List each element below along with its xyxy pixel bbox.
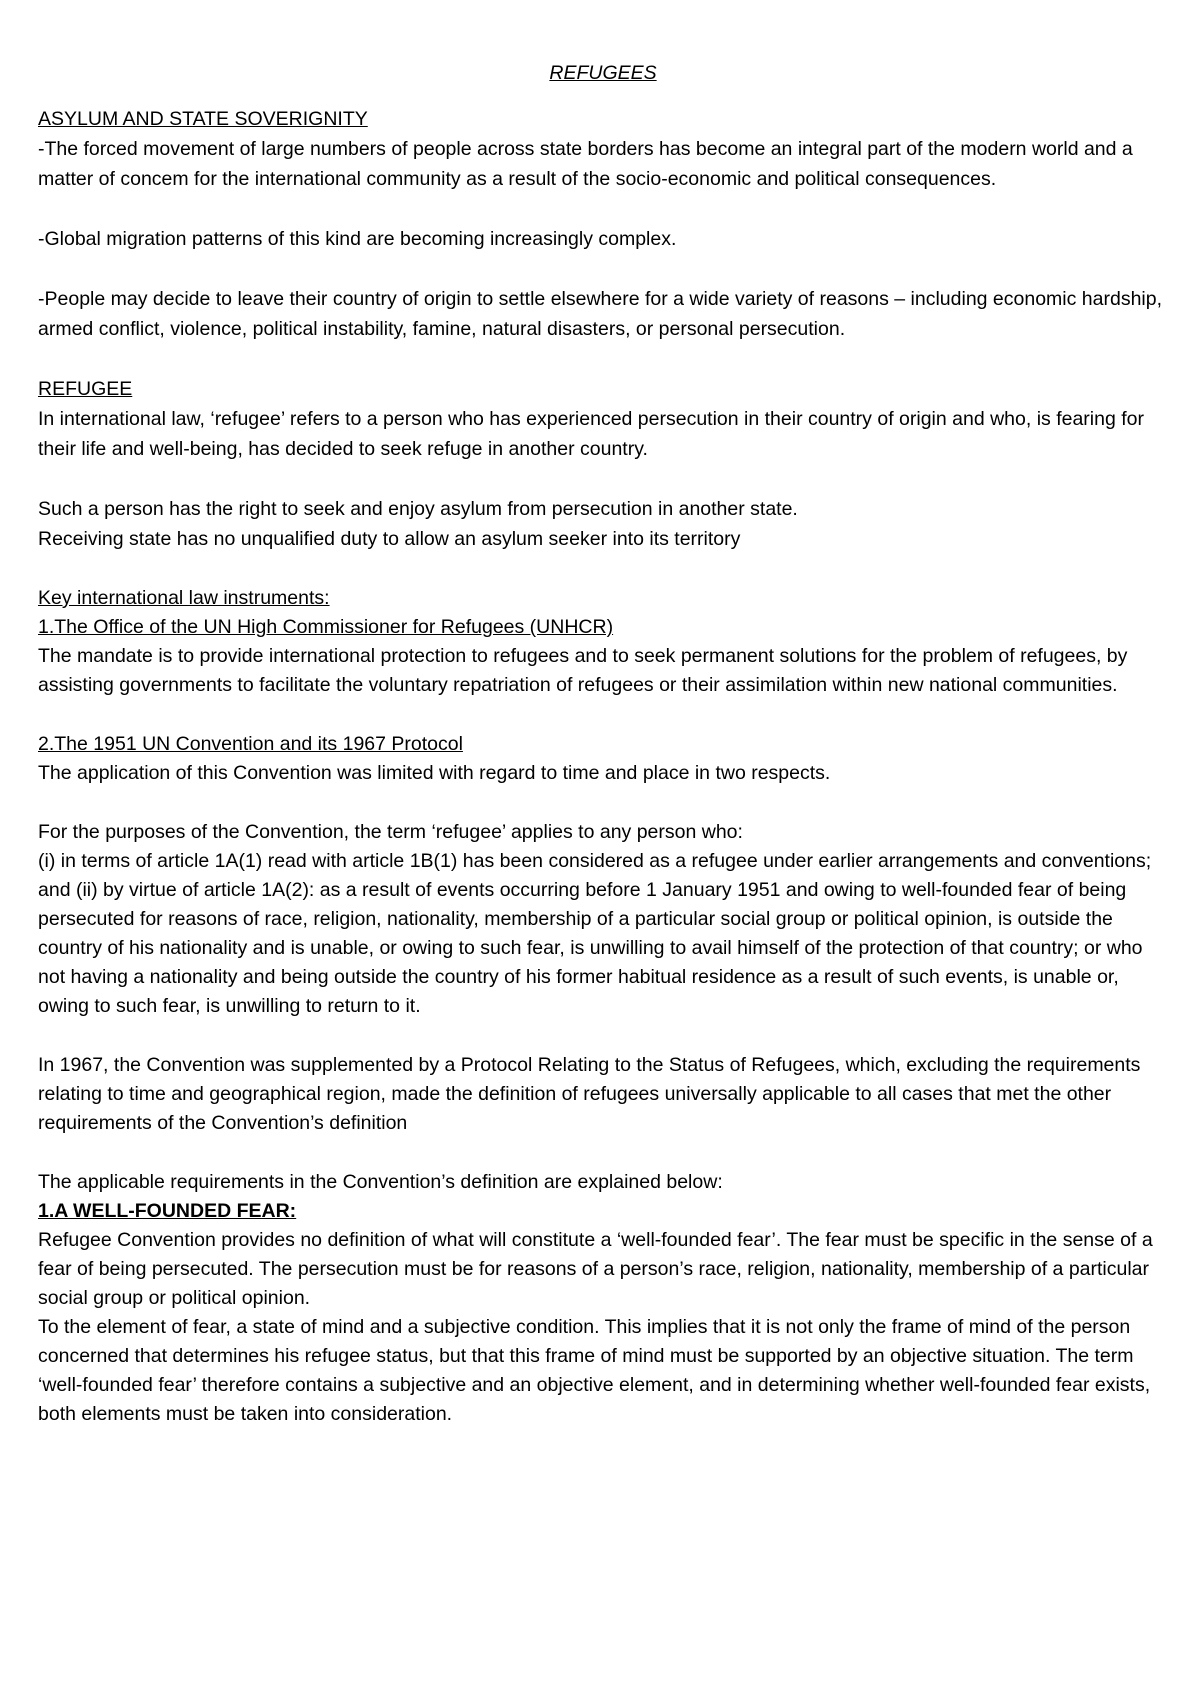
heading-instruments: Key international law instruments: — [38, 587, 330, 609]
paragraph: (i) in terms of article 1A(1) read with article 1B(1) has been considered as a refugee under earlier arrangements and conventions; and (ii) by virtue of article 1A(2): as a result of events occurring before 1 January 1951 and owing to well-founded fear of being persecuted for reasons of race, religion, nationality, membership of a particular social group or political opinion, is outside the country of his nationality and is unable, or owing to such fear, is unwilling to avail himself of the protection of that country; or who not having a nationality and being outside the country of his former habitual residence as a result of such events, is unable or, owing to such fear, is unwilling to return to it. — [38, 850, 1152, 1017]
paragraph: To the element of fear, a state of mind and a subjective condition. This implies that it is not only the frame of mind of the person concerned that determines his refugee status, but that this frame of mind must be supported by an objective situation. The term ‘well-founded fear’ therefore contains a subjective and an objective element, and in determining whether well-founded fear exists, both elements must be taken into consideration. — [38, 1316, 1151, 1425]
paragraph: Such a person has the right to seek and enjoy asylum from persecution in another state. — [38, 498, 798, 520]
spacer — [38, 1021, 1168, 1051]
section-asylum — [38, 104, 1168, 344]
paragraph: The applicable requirements in the Convention’s definition are explained below: — [38, 1171, 723, 1193]
document-title: REFUGEES — [549, 62, 657, 84]
spacer — [38, 554, 1168, 584]
paragraph: Refugee Convention provides no definition of what will constitute a ‘well-founded fear’. The fear must be specific in the sense of a fear of being persecuted. The persecution must be for reasons of a person’s race, religion, nationality, membership of a particular social group or political opinion. — [38, 1229, 1153, 1309]
heading-convention: 2.The 1951 UN Convention and its 1967 Protocol — [38, 733, 463, 755]
spacer — [38, 194, 1168, 224]
document-page — [38, 58, 1168, 1429]
paragraph: -The forced movement of large numbers of people across state borders has become an integral part of the modern world and a matter of concem for the international community as a result of the socio-economic and political consequences. — [38, 138, 1133, 190]
paragraph: -Global migration patterns of this kind are becoming increasingly complex. — [38, 228, 677, 250]
paragraph: -People may decide to leave their country of origin to settle elsewhere for a wide variety of reasons – including economic hardship, armed conflict, violence, political instability, famine, natural disasters, or personal persecution. — [38, 288, 1163, 340]
spacer — [38, 1138, 1168, 1168]
paragraph: The mandate is to provide international protection to refugees and to seek permanent solutions for the problem of refugees, by assisting governments to facilitate the voluntary repatriation of refugees or their assimilation within new national communities. — [38, 645, 1128, 696]
paragraph: Receiving state has no unqualified duty to allow an asylum seeker into its territory — [38, 528, 741, 550]
section-instruments — [38, 584, 1168, 1197]
paragraph: In international law, ‘refugee’ refers to a person who has experienced persecution in their country of origin and who, is fearing for their life and well-being, has decided to seek refuge in another country. — [38, 408, 1144, 460]
paragraph: In 1967, the Convention was supplemented by a Protocol Relating to the Status of Refugees, which, excluding the requirements relating to time and geographical region, made the definition of refugees universally applicable to all cases that met the other requirements of the Convention’s definition — [38, 1054, 1141, 1134]
spacer — [38, 788, 1168, 818]
spacer — [38, 254, 1168, 284]
section-refugee — [38, 374, 1168, 554]
heading-fear: 1.A WELL-FOUNDED FEAR: — [38, 1200, 297, 1222]
heading-unhcr: 1.The Office of the UN High Commissioner for Refugees (UNHCR) — [38, 616, 614, 638]
heading-asylum: ASYLUM AND STATE SOVERIGNITY — [38, 108, 368, 130]
spacer — [38, 464, 1168, 494]
spacer — [38, 344, 1168, 374]
spacer — [38, 700, 1168, 730]
paragraph: The application of this Convention was limited with regard to time and place in two respects. — [38, 762, 831, 784]
paragraph: For the purposes of the Convention, the term ‘refugee’ applies to any person who: — [38, 821, 743, 843]
heading-refugee: REFUGEE — [38, 378, 133, 400]
section-fear — [38, 1197, 1168, 1429]
